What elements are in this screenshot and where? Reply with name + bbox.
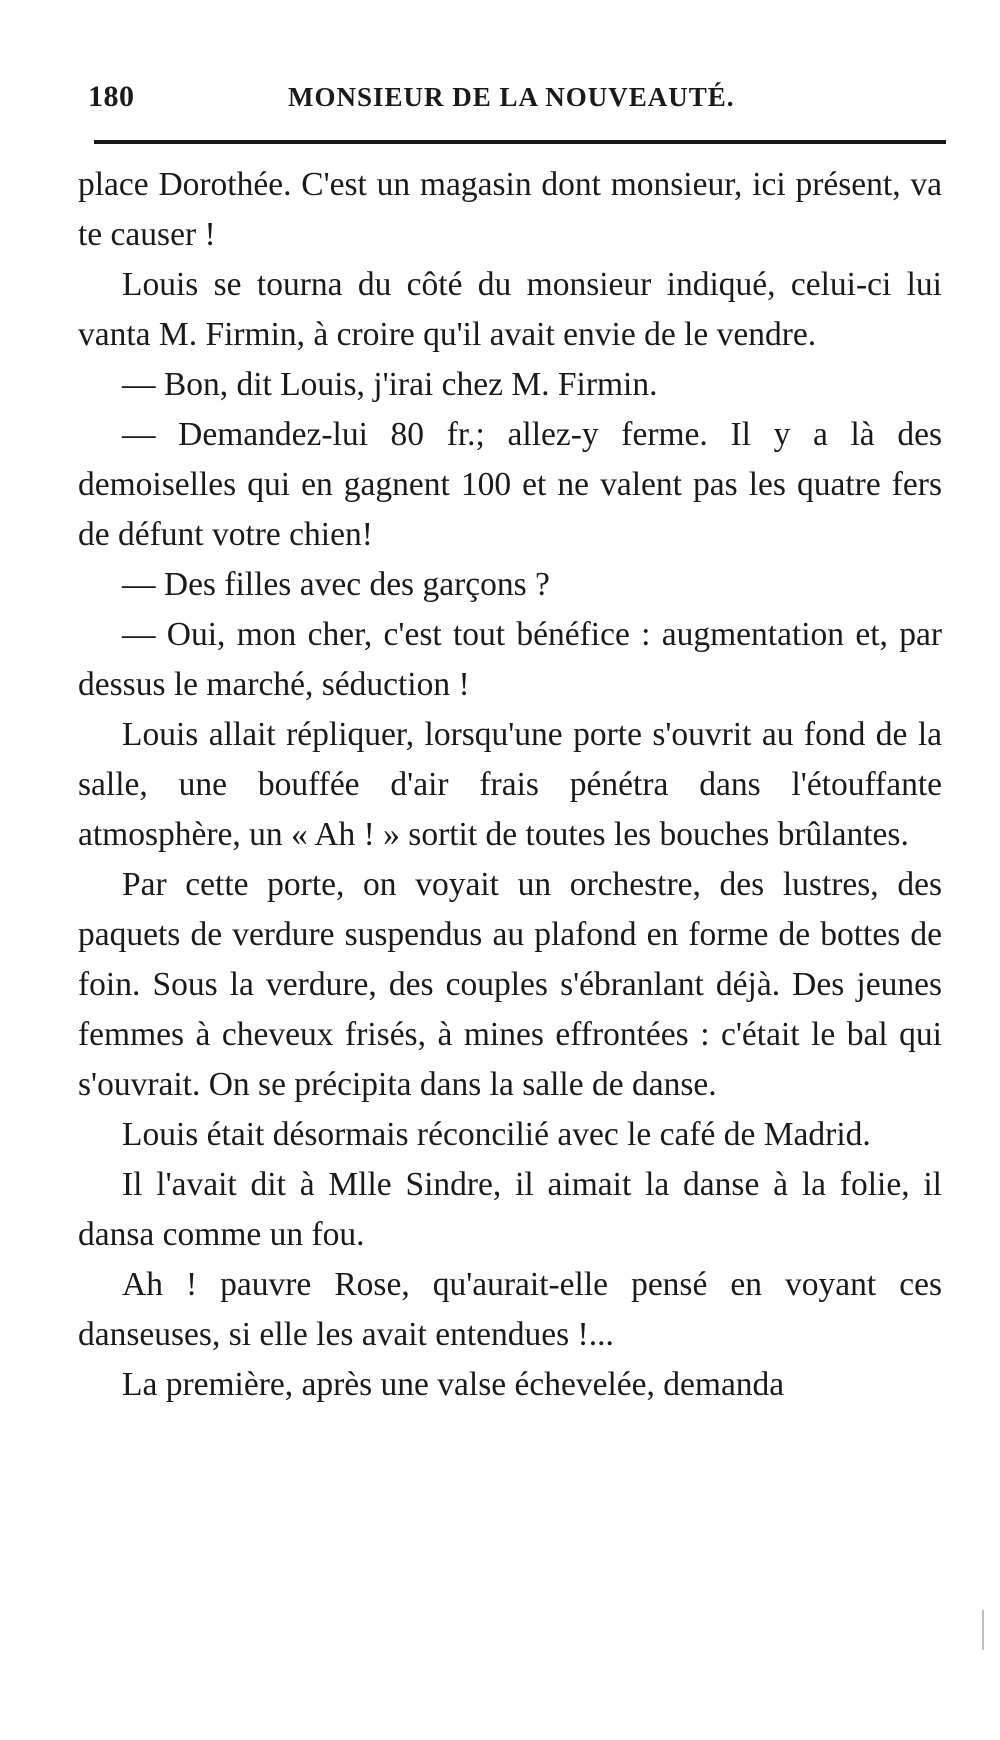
paragraph: place Dorothée. C'est un magasin dont monsieur, ici présent, va te causer ! [78,166,942,253]
paragraph: La première, après une valse échevelée, demanda [122,1366,785,1403]
paragraph: Ah ! pauvre Rose, qu'aurait-elle pensé en voyant ces danseuses, si elle les avait entendues !... [78,1266,942,1353]
paragraph: Louis se tourna du côté du monsieur indiqué, celui-ci lui vanta M. Firmin, à croire qu'il avait envie de le vendre. [78,266,942,353]
body-text [78,160,942,1410]
paragraph: — Demandez-lui 80 fr.; allez-y ferme. Il y a là des demoiselles qui en gagnent 100 et ne valent pas les quatre fers de défunt votre chien! [78,416,942,553]
paragraph: — Bon, dit Louis, j'irai chez M. Firmin. [122,366,658,403]
paragraph: — Des filles avec des garçons ? [122,566,550,603]
paragraph: — Oui, mon cher, c'est tout bénéfice : augmentation et, par dessus le marché, séduction ! [78,616,942,703]
paragraph: Il l'avait dit à Mlle Sindre, il aimait la danse à la folie, il dansa comme un fou. [78,1166,942,1253]
running-title: MONSIEUR DE LA NOUVEAUTÉ. [288,82,735,112]
page-header [88,80,948,120]
paragraph: Louis allait répliquer, lorsqu'une porte s'ouvrit au fond de la salle, une bouffée d'air frais pénétra dans l'étouffante atmosphère, un « Ah ! » sortit de toutes les bouches brûlantes. [78,716,942,853]
paragraph: Par cette porte, on voyait un orchestre, des lustres, des paquets de verdure suspendus au plafond en forme de bottes de foin. Sous la verdure, des couples s'ébranlant déjà. Des jeunes femmes à cheveux frisés, à mines effrontées : c'était le bal qui s'ouvrait. On se précipita dans la salle de danse. [78,866,942,1103]
scan-edge-mark [982,1610,984,1650]
paragraph: Louis était désormais réconcilié avec le café de Madrid. [122,1116,871,1153]
header-rule [94,140,946,144]
page-number: 180 [88,80,135,113]
